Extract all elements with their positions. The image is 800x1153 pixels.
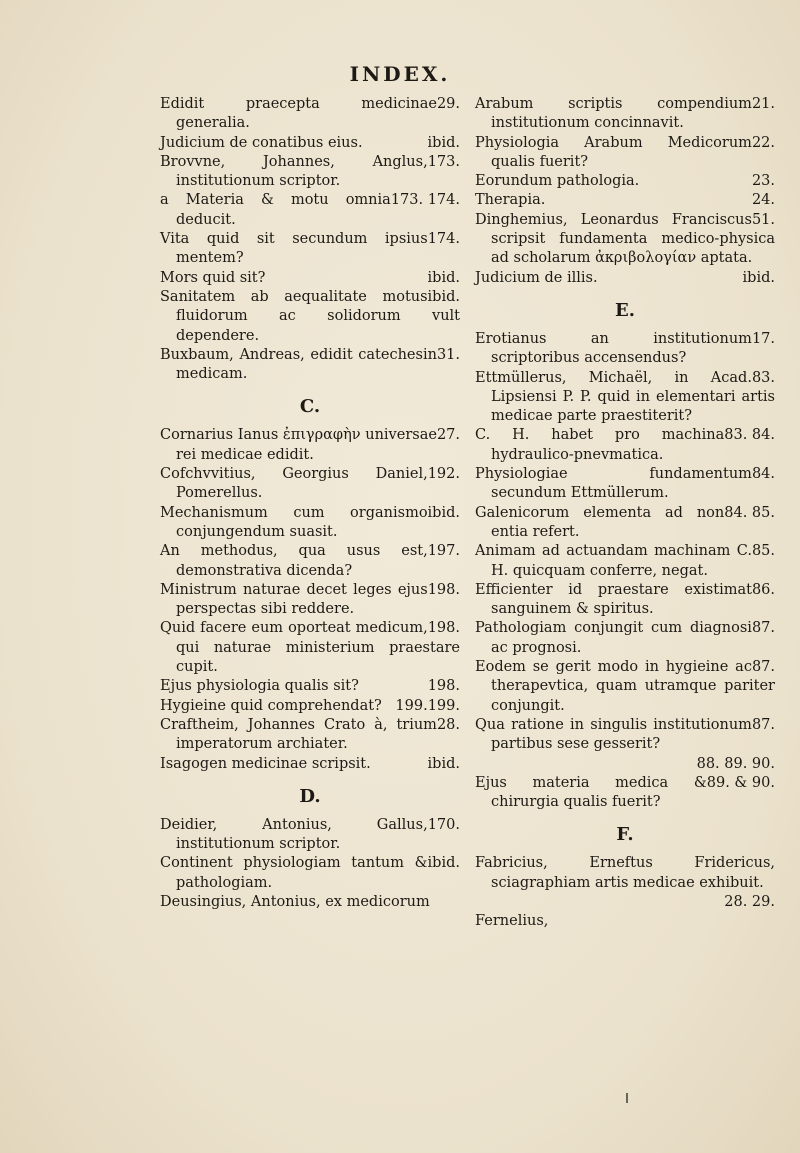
page-reference: 174.: [427, 231, 460, 248]
page-reference: 173.: [427, 153, 460, 170]
index-entry: [160, 191, 460, 230]
entry-text: Dinghemius, Leonardus Franciscus scripsit fundamenta medico-physica ad scholarum ἀκριβολογίαν aptata.: [475, 211, 775, 267]
page-reference: ibid.: [427, 134, 460, 151]
entry-text: Galenicorum elementa ad non entia refert.: [475, 504, 725, 540]
index-column-left: [160, 95, 460, 912]
entry-text: Deidier, Antonius, Gallus, institutionum scriptor.: [160, 816, 428, 853]
index-entry: [160, 230, 460, 269]
section-letter: D.: [299, 785, 321, 807]
entry-text: Eodem se gerit modo in hygieine ac therapevtica, quam utramque pariter conjungit.: [475, 659, 775, 714]
index-entry: [475, 854, 775, 893]
entry-text: Erotianus an institutionum scriptoribus accensendus?: [475, 330, 752, 367]
entry-text: Cofchvvitius, Georgius Daniel, Pomerellus.: [160, 466, 428, 502]
entry-text: An methodus, qua usus est, demonstrativa dicenda?: [160, 543, 428, 579]
running-head: INDEX.: [349, 62, 451, 86]
entry-text: Vita quid sit secundum ipsius mentem?: [160, 231, 428, 267]
page-reference: 173. 174.: [390, 192, 460, 209]
index-entry: [475, 912, 775, 931]
entry-text: Deusingius, Antonius, ex medicorum: [160, 893, 430, 910]
index-entry: [475, 716, 775, 755]
page-reference: ibid.: [427, 855, 460, 872]
index-entry: [160, 755, 460, 774]
index-entry: [475, 619, 775, 658]
page-reference: 51.: [751, 211, 775, 228]
entry-text: Animam ad actuandam machinam C. H. quicquam conferre, negat.: [475, 543, 752, 579]
page-reference: 24.: [751, 192, 775, 209]
page-reference: 87.: [751, 659, 775, 676]
index-entry: [160, 716, 460, 755]
page-reference: 84.: [751, 466, 775, 483]
entry-text: Pathologiam conjungit cum diagnosi ac prognosi.: [475, 620, 752, 656]
page-reference: ibid.: [427, 504, 460, 521]
entry-text: Efficienter id praestare existimat sanguinem & spiritus.: [475, 581, 752, 618]
section-letter: C.: [299, 396, 321, 418]
page-references: 28. 29.: [724, 893, 775, 910]
index-entry: [475, 95, 775, 134]
index-entry: [475, 330, 775, 369]
entry-text: Brovvne, Johannes, Anglus, institutionum scriptor.: [160, 153, 428, 190]
entry-text: Physiologiae fundamentum secundum Ettmüllerum.: [475, 466, 752, 502]
index-entry: [160, 619, 460, 677]
index-entry: [160, 697, 460, 716]
entry-text: a Materia & motu omnia deducit.: [160, 192, 391, 228]
index-entry: [160, 134, 460, 153]
page-reference: 29.: [436, 96, 460, 112]
index-entry: [160, 346, 460, 385]
page-reference: 170.: [427, 816, 460, 833]
page-mark: [626, 1093, 628, 1103]
index-entry: [475, 504, 775, 543]
page-reference: 89. & 90.: [706, 774, 775, 791]
page-reference: ibid.: [427, 288, 460, 305]
entry-text: Fernelius,: [475, 913, 549, 930]
index-entry: [160, 465, 460, 504]
entry-text: Judicium de illis.: [475, 269, 598, 286]
entry-text: Ejus materia medica & chirurgia qualis fuerit?: [475, 774, 707, 811]
page-reference: 17.: [751, 330, 775, 347]
index-entry: [475, 542, 775, 581]
page-reference: 86.: [751, 581, 775, 598]
page-reference: 198.: [427, 678, 460, 695]
index-entry: [475, 211, 775, 269]
page-reference: 199.: [395, 697, 428, 714]
index-entry: [160, 504, 460, 543]
index-entry: [160, 269, 460, 288]
entry-text: Quid facere eum oporteat medicum, qui naturae ministerium praestare cupit.: [160, 620, 460, 676]
entry-text: Physiologia Arabum Medicorum qualis fuerit?: [475, 134, 752, 170]
entry-text: Mors quid sit?: [160, 269, 266, 286]
page-reference: ibid.: [427, 755, 460, 772]
entry-text: Therapia.: [475, 192, 546, 209]
entry-text: Ministrum naturae decet leges ejus perspectas sibi reddere.: [160, 581, 428, 618]
entry-text: Buxbaum, Andreas, edidit catechesin medicam.: [160, 346, 437, 383]
entry-text: Craftheim, Johannes Crato à, trium imperatorum archiater.: [160, 716, 437, 753]
index-entry: [160, 426, 460, 465]
page-reference: 87.: [751, 620, 775, 637]
index-entry: [160, 581, 460, 620]
entry-text: C. H. habet pro machina hydraulico-pnevmatica.: [475, 427, 725, 463]
index-entry: [160, 816, 460, 855]
entry-text: Judicium de conatibus eius.: [160, 134, 363, 151]
section-letter: F.: [616, 824, 634, 846]
page-reference: 198.: [427, 581, 460, 598]
index-entry: [160, 542, 460, 581]
index-entry: [160, 288, 460, 346]
page-reference: 199.: [427, 697, 460, 714]
index-entry: [475, 426, 775, 465]
page-reference: 84. 85.: [724, 504, 775, 521]
page-reference: 192.: [427, 466, 460, 483]
entry-text: Hygieine quid comprehendat?: [160, 697, 382, 714]
index-entry: [475, 581, 775, 620]
page-reference: 31.: [436, 346, 460, 363]
index-entry: [475, 658, 775, 716]
entry-text: Isagogen medicinae scripsit.: [160, 755, 371, 772]
entry-text: Ettmüllerus, Michaël, in Acad. Lipsiensi P. P. quid in elementari artis medicae parte praestiterit?: [475, 369, 775, 425]
section-letter: E.: [615, 299, 635, 321]
index-entry: [160, 95, 460, 134]
index-entry: [475, 172, 775, 191]
index-column-right: [475, 95, 775, 932]
entry-text: Mechanismum cum organismo conjungendum suasit.: [160, 504, 428, 540]
page-reference: ibid.: [427, 269, 460, 286]
index-entry: [475, 774, 775, 813]
page-reference: 22.: [751, 134, 775, 151]
page-reference: 85.: [751, 543, 775, 560]
entry-text: Continent physiologiam tantum & pathologiam.: [160, 855, 428, 891]
page-reference: 83.: [751, 369, 775, 386]
index-entry: [475, 191, 775, 210]
page-reference: 83. 84.: [724, 427, 775, 444]
page-references: 88. 89. 90.: [696, 755, 775, 772]
page-reference: 23.: [751, 173, 775, 190]
index-entry: [475, 369, 775, 427]
page-reference: 87.: [751, 716, 775, 733]
index-entry: [475, 269, 775, 288]
entry-text: Qua ratione in singulis institutionum partibus sese gesserit?: [475, 716, 752, 753]
page-reference: 27.: [436, 427, 460, 444]
entry-text: Arabum scriptis compendium institutionum concinnavit.: [475, 96, 752, 132]
index-entry: [160, 854, 460, 893]
index-entry: [160, 893, 460, 912]
index-entry: [160, 153, 460, 192]
entry-text: Edidit praecepta medicinae generalia.: [160, 96, 437, 132]
entry-text: Fabricius, Erneftus Fridericus, sciagraphiam artis medicae exhibuit.: [475, 855, 775, 891]
index-entry: [160, 677, 460, 696]
entry-text: Sanitatem ab aequalitate motus fluidorum ac solidorum vult dependere.: [160, 288, 460, 344]
entry-text: Ejus physiologia qualis sit?: [160, 678, 359, 695]
index-entry: [475, 134, 775, 173]
page-reference: 198.: [427, 620, 460, 637]
entry-text: Eorundum pathologia.: [475, 173, 640, 190]
page-reference: 21.: [751, 96, 775, 112]
page-reference: 197.: [427, 543, 460, 560]
page-reference: ibid.: [742, 269, 775, 286]
entry-text: Cornarius Ianus ἐπιγραφὴν universae rei medicae edidit.: [160, 427, 437, 463]
index-entry: [475, 465, 775, 504]
page-reference: 28.: [436, 716, 460, 733]
